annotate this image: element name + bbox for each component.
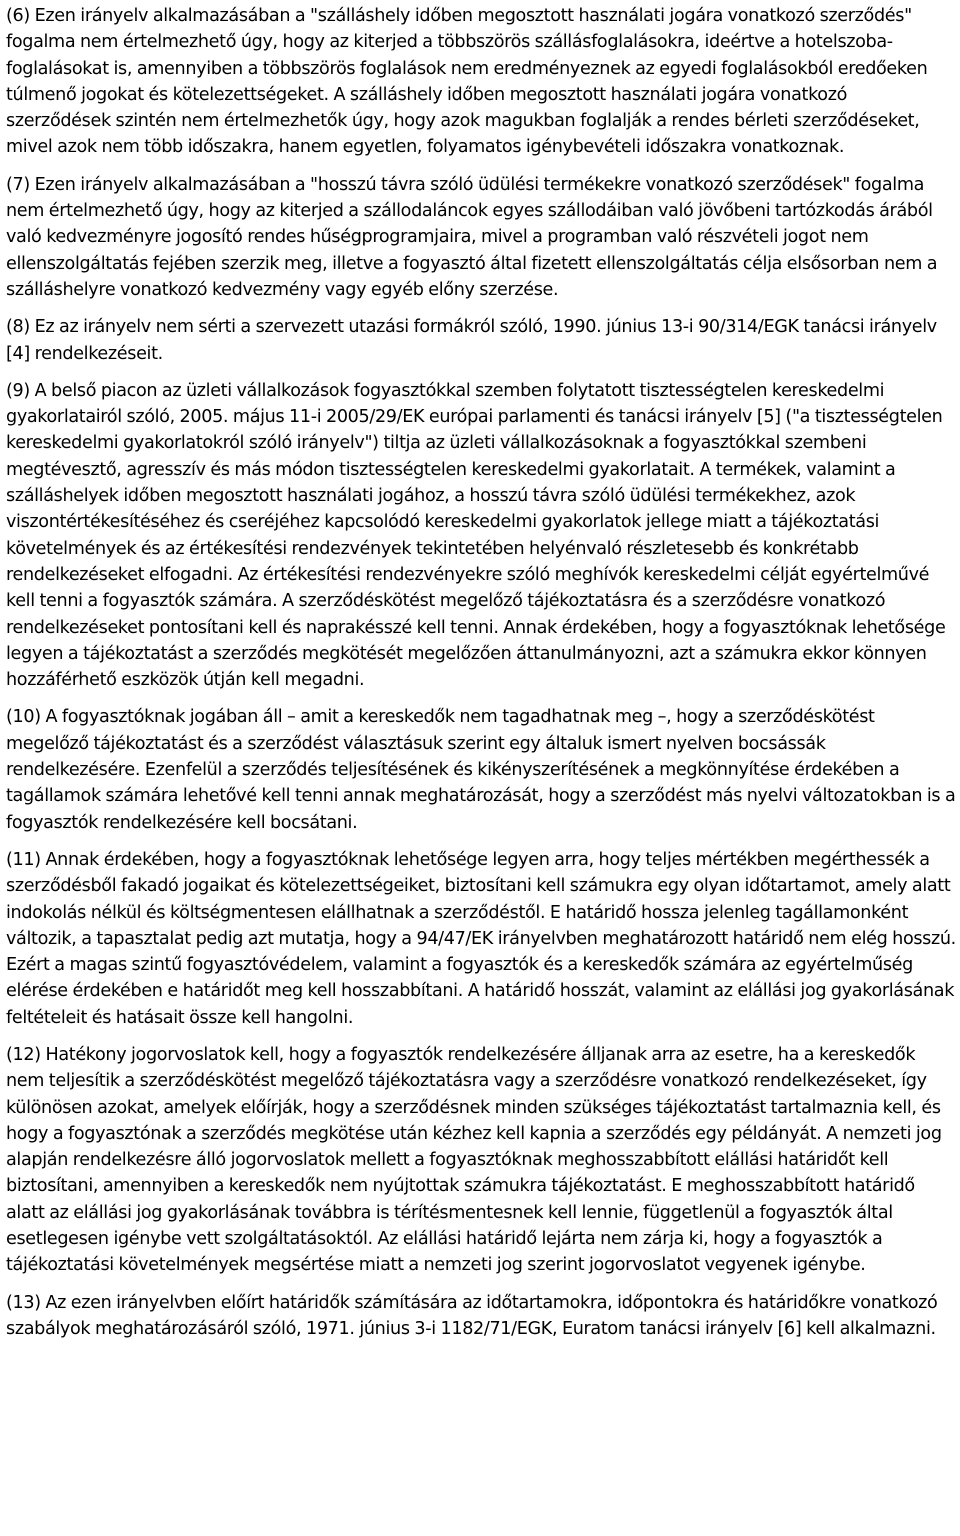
paragraph-9: (9) A belső piacon az üzleti vállalkozások fogyasztókkal szemben folytatott tisztességtelen kereskedelmi gyakorlatairól szóló, 2005. május 11-i 2005/29/EK európai parlamenti és tanácsi irányelv [5] ("a tisztességtelen kereskedelmi gyakorlatokról szóló irányelv") tiltja az üzleti vállalkozásoknak a fogyasztókkal szembeni megtévesztő, agresszív és más módon tisztességtelen kereskedelmi gyakorlatait. A termékek, valamint a szálláshelyek időben megosztott használati jogához, a hosszú távra szóló üdülési termékekhez, azok viszontértékesítéséhez és cseréjéhez kapcsolódó kereskedelmi gyakorlatok jellege miatt a tájékoztatási követelmények és az értékesítési rendezvények tekintetében helyénvaló részletesebb és konkrétabb rendelkezéseket elfogadni. Az értékesítési rendezvényekre szóló meghívók kereskedelmi célját egyértelművé kell tenni a fogyasztók számára. A szerződéskötést megelőző tájékoztatásra és a szerződésre vonatkozó rendelkezéseket pontosítani kell és naprakésszé kell tenni. Annak érdekében, hogy a fogyasztóknak lehetősége legyen a tájékoztatást a szerződés megkötését megelőzően áttanulmányozni, azt a számukra ekkor könnyen hozzáférhető eszközök útján kell megadni. [6, 380, 946, 691]
paragraph-10: (10) A fogyasztóknak jogában áll – amit a kereskedők nem tagadhatnak meg –, hogy a szerződéskötést megelőző tájékoztatást és a szerződést választásuk szerint egy általuk ismert nyelven bocsássák rendelkezésére. Ezenfelül a szerződés teljesítésének és kikényszerítésének a megkönnyítése érdekében a tagállamok számára lehetővé kell tenni annak meghatározását, hogy a szerződést más nyelvi változatokban is a fogyasztók rendelkezésére kell bocsátani. [6, 707, 956, 833]
paragraph-7: (7) Ezen irányelv alkalmazásában a "hosszú távra szóló üdülési termékekre vonatkozó szerződések" fogalma nem értelmezhető úgy, hogy az kiterjed a szállodaláncok egyes szállodáiban való jövőbeni tartózkodás árából való kedvezményre jogosító rendes hűségprogramjaira, mivel a programban való részvételi jogot nem ellenszolgáltatás fejében szerzik meg, illetve a fogyasztó által fizetett ellenszolgáltatás célja elsősorban nem a szálláshelyre vonatkozó kedvezmény vagy egyéb előny szerzése. [6, 174, 938, 300]
paragraph-8: (8) Ez az irányelv nem sérti a szervezett utazási formákról szóló, 1990. június 13-i 90/314/EGK tanácsi irányelv [4] rendelkezéseit. [6, 317, 937, 364]
paragraph-6: (6) Ezen irányelv alkalmazásában a "szálláshely időben megosztott használati jogára vonatkozó szerződés" fogalma nem értelmezhető úgy, hogy az kiterjed a többszörös szállásfoglalásokra, ideértve a hotelszoba-foglalásokat is, amennyiben a többszörös foglalások nem eredményeznek az egyedi foglalásokból eredőeken túlmenő jogokat és kötelezettségeket. A szálláshely időben megosztott használati jogára vonatkozó szerződések szintén nem értelmezhetők úgy, hogy azok magukban foglalják a rendes bérleti szerződéseket, mivel azok nem több időszakra, hanem egyetlen, folyamatos igénybevételi időszakra vonatkoznak. [6, 6, 928, 158]
paragraph-11: (11) Annak érdekében, hogy a fogyasztóknak lehetősége legyen arra, hogy teljes mértékben megérthessék a szerződésből fakadó jogaikat és kötelezettségeiket, biztosítani kell számukra egy olyan időtartamot, amely alatt indokolás nélkül és költségmentesen elállhatnak a szerződéstől. E határidő hossza jelenleg tagállamonként változik, a tapasztalat pedig azt mutatja, hogy a 94/47/EK irányelvben meghatározott határidő nem elég hosszú. Ezért a magas szintű fogyasztóvédelem, valamint a fogyasztók és a kereskedők számára az egyértelműség elérése érdekében e határidőt meg kell hosszabbítani. A határidő hosszát, valamint az elállási jog gyakorlásának feltételeit és hatásait össze kell hangolni. [6, 849, 956, 1028]
paragraph-13: (13) Az ezen irányelvben előírt határidők számítására az időtartamokra, időpontokra és határidőkre vonatkozó szabályok meghatározásáról szóló, 1971. június 3-i 1182/71/EGK, Euratom tanácsi irányelv [6] kell alkalmazni. [6, 1292, 938, 1339]
paragraph-12: (12) Hatékony jogorvoslatok kell, hogy a fogyasztók rendelkezésére álljanak arra az esetre, ha a kereskedők nem teljesítik a szerződéskötést megelőző tájékoztatásra vagy a szerződésre vonatkozó rendelkezéseket, így különösen azokat, amelyek előírják, hogy a szerződésnek minden szükséges tájékoztatást tartalmaznia kell, és hogy a fogyasztónak a szerződés megkötése után kézhez kell kapnia a szerződés egy példányát. A nemzeti jog alapján rendelkezésre álló jogorvoslatok mellett a fogyasztóknak meghosszabbított elállási határidőt kell biztosítani, amennyiben a kereskedők nem nyújtottak számukra tájékoztatást. E meghosszabbított határidő alatt az elállási jog gyakorlásának továbbra is térítésmentesnek kell lennie, függetlenül a fogyasztók által esetlegesen igénybe vett szolgáltatásoktól. Az elállási határidő lejárta nem zárja ki, hogy a fogyasztók a tájékoztatási követelmények megsértése miatt a nemzeti jog szerint jogorvoslatot vegyenek igénybe. [6, 1044, 942, 1276]
